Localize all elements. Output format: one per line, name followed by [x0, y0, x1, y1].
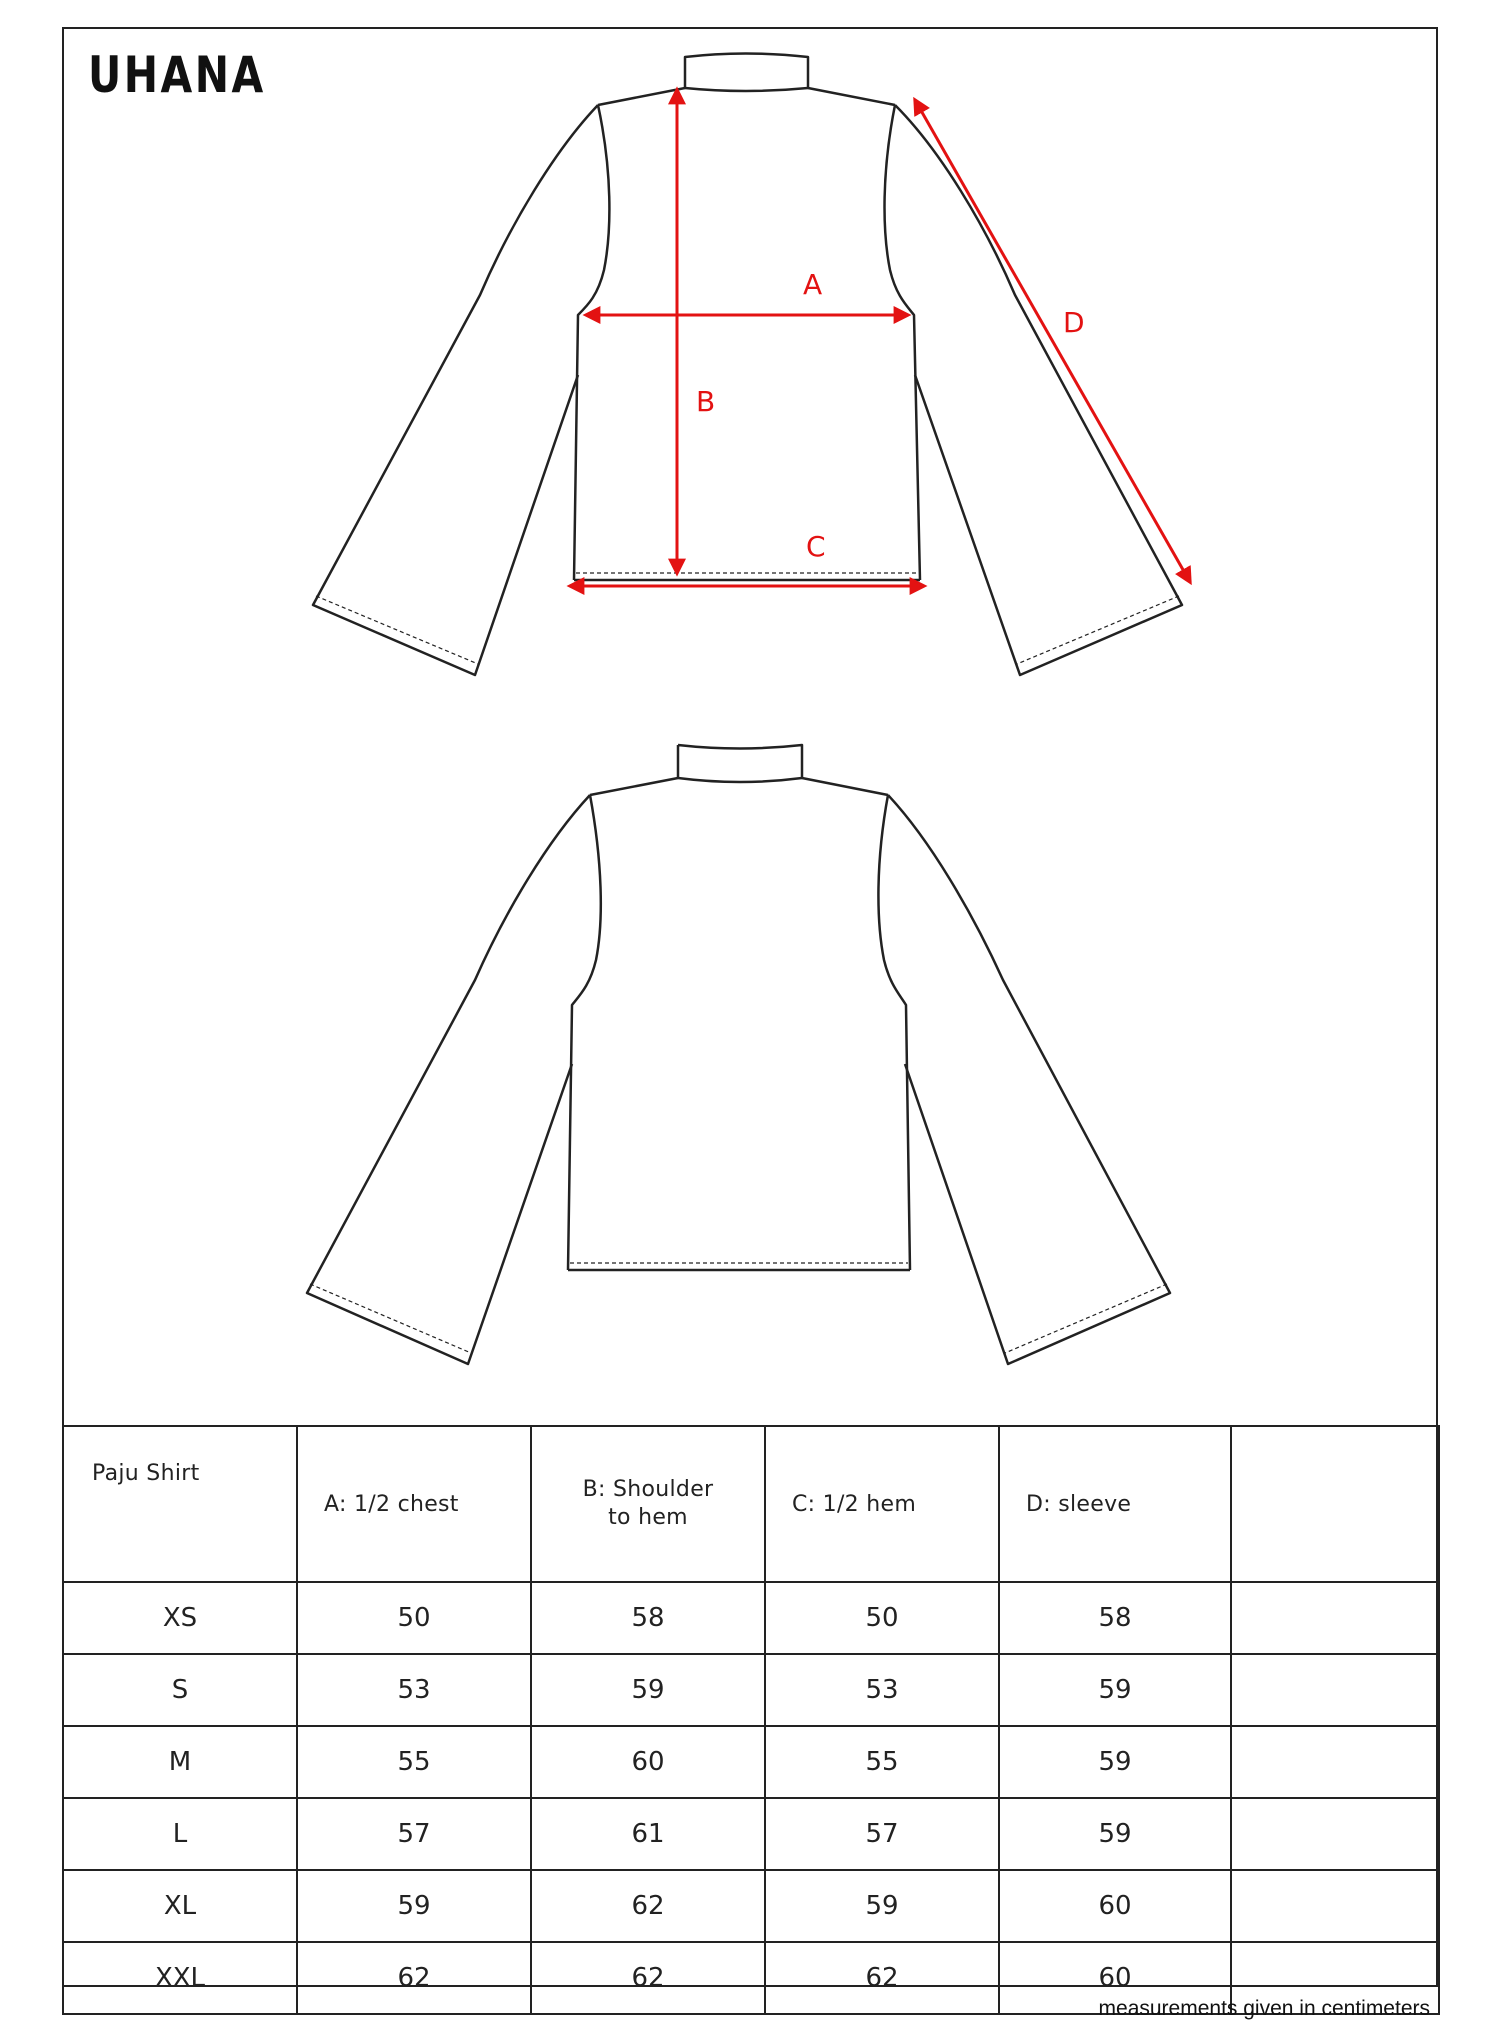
- back-sleeve-right: [888, 795, 1170, 1364]
- value-b: 62: [531, 1942, 765, 2014]
- value-c: 53: [765, 1654, 999, 1726]
- table-row: [63, 1870, 1439, 1942]
- table-row: [63, 1582, 1439, 1654]
- value-b: 58: [531, 1582, 765, 1654]
- value-a: 53: [297, 1654, 531, 1726]
- value-a: 55: [297, 1726, 531, 1798]
- size-table: [62, 1425, 1440, 2015]
- header-empty: [1231, 1426, 1439, 1582]
- value-c: 59: [765, 1870, 999, 1942]
- value-empty: [1231, 1582, 1439, 1654]
- table-row: [63, 1654, 1439, 1726]
- table-row: [63, 1798, 1439, 1870]
- value-a: 50: [297, 1582, 531, 1654]
- value-d: 59: [999, 1654, 1231, 1726]
- back-collar: [678, 745, 802, 782]
- size-cell: XXL: [63, 1942, 297, 2014]
- value-d: 60: [999, 1942, 1231, 2014]
- value-empty: [1231, 1726, 1439, 1798]
- size-cell: S: [63, 1654, 297, 1726]
- front-armhole-right: [885, 105, 920, 580]
- value-empty: [1231, 1654, 1439, 1726]
- header-a: A: 1/2 chest: [297, 1426, 531, 1582]
- back-sleeve-left: [307, 795, 590, 1364]
- value-c: 62: [765, 1942, 999, 2014]
- size-cell: L: [63, 1798, 297, 1870]
- value-b: 62: [531, 1870, 765, 1942]
- header-c: C: 1/2 hem: [765, 1426, 999, 1582]
- front-shoulder-left: [598, 88, 685, 105]
- table-title: Paju Shirt: [63, 1426, 297, 1582]
- front-collar: [685, 54, 808, 92]
- size-cell: M: [63, 1726, 297, 1798]
- back-shoulder-left: [590, 778, 678, 795]
- back-cuff-stitch-right: [1005, 1284, 1167, 1353]
- table-row: [63, 1726, 1439, 1798]
- front-sleeve-left: [313, 105, 598, 675]
- front-cuff-stitch-right: [1017, 596, 1179, 664]
- label-c: C: [806, 530, 826, 563]
- value-d: 60: [999, 1870, 1231, 1942]
- footnote: measurements given in centimeters: [1098, 1997, 1430, 2020]
- value-b: 59: [531, 1654, 765, 1726]
- value-d: 59: [999, 1798, 1231, 1870]
- back-cuff-stitch-left: [310, 1284, 471, 1353]
- front-armhole-left: [574, 105, 609, 580]
- size-cell: XL: [63, 1870, 297, 1942]
- back-armhole-left: [568, 795, 601, 1270]
- arrow-d-sleeve: [915, 100, 1190, 582]
- header-b: B: Shoulder to hem: [531, 1426, 765, 1582]
- label-d: D: [1063, 306, 1085, 339]
- back-shoulder-right: [802, 778, 888, 795]
- front-sleeve-right: [895, 105, 1182, 675]
- front-cuff-stitch-left: [316, 596, 478, 664]
- value-empty: [1231, 1798, 1439, 1870]
- back-view: [307, 745, 1170, 1364]
- value-c: 50: [765, 1582, 999, 1654]
- measurement-arrows: [570, 90, 1190, 586]
- table-header-row: [63, 1426, 1439, 1582]
- back-armhole-right: [878, 795, 910, 1270]
- header-d: D: sleeve: [999, 1426, 1231, 1582]
- value-b: 61: [531, 1798, 765, 1870]
- value-a: 59: [297, 1870, 531, 1942]
- value-a: 62: [297, 1942, 531, 2014]
- value-empty: [1231, 1870, 1439, 1942]
- value-d: 59: [999, 1726, 1231, 1798]
- value-c: 55: [765, 1726, 999, 1798]
- front-shoulder-right: [808, 88, 895, 105]
- label-a: A: [803, 268, 823, 301]
- front-view: [313, 54, 1182, 676]
- value-a: 57: [297, 1798, 531, 1870]
- value-c: 57: [765, 1798, 999, 1870]
- brand-logo: UHANA: [88, 46, 266, 104]
- label-b: B: [696, 385, 716, 418]
- value-b: 60: [531, 1726, 765, 1798]
- value-d: 58: [999, 1582, 1231, 1654]
- size-cell: XS: [63, 1582, 297, 1654]
